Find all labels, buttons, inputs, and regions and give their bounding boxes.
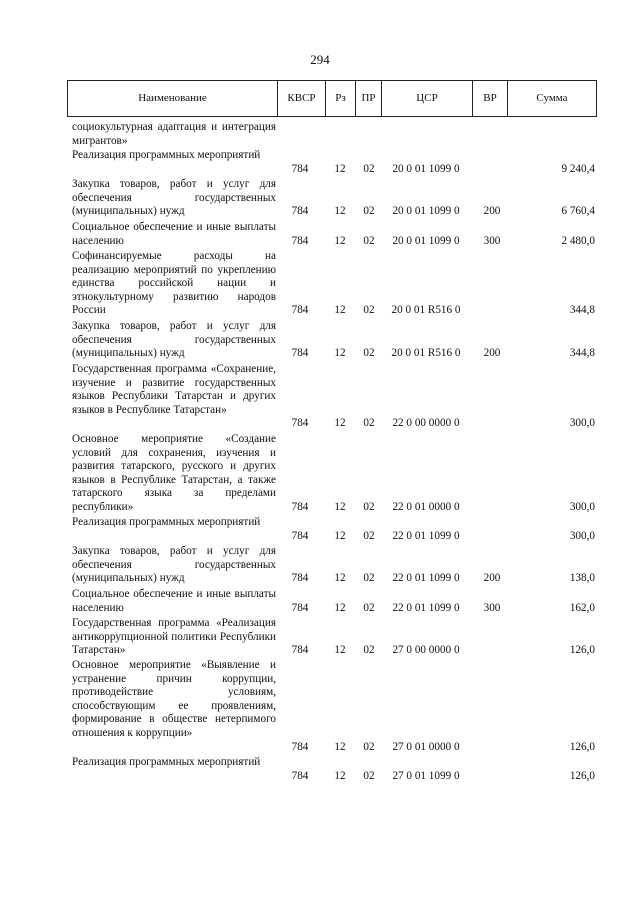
header-rz: Рз	[326, 81, 356, 116]
row-csr: 22 0 01 1099 0	[392, 529, 460, 542]
row-rz: 12	[334, 644, 346, 657]
row-sum: 300,0	[569, 501, 595, 513]
row-kvsr: 784	[291, 347, 309, 360]
row-name: Социальное обеспечение и иные выплаты населению	[72, 221, 276, 247]
row-pr: 02	[363, 417, 375, 430]
row-rz: 12	[334, 417, 346, 430]
row-rz: 12	[334, 347, 346, 360]
row-rz: 12	[334, 572, 346, 585]
row-name: Государственная программа «Реализация антикоррупционной политики Республики Татарстан»	[72, 617, 276, 657]
row-pr: 02	[363, 501, 375, 513]
row-csr: 22 0 01 0000 0	[392, 501, 460, 513]
row-vr: 200	[483, 572, 501, 585]
row-csr: 22 0 01 1099 0	[392, 601, 460, 614]
row-name: Основное мероприятие «Выявление и устранение причин коррупции, противодействие условиям, способствующим ее проявлениям, формирование в обществе нетерпимого отношения к коррупции»	[72, 659, 276, 739]
header-name: Наименование	[68, 81, 278, 116]
row-name: Основное мероприятие «Создание условий для сохранения, изучения и развития татарского, русского и других языков в Республике Татарстан, а также татарского языка за пределами республики»	[72, 433, 276, 513]
table-header	[67, 80, 597, 117]
row-sum: 9 240,4	[561, 162, 595, 175]
page-number: 294	[310, 52, 330, 67]
row-kvsr: 784	[291, 601, 309, 614]
row-name: Софинансируемые расходы на реализацию мероприятий по укреплению единства российской нации и этнокультурному развитию народов России	[72, 250, 276, 317]
row-sum: 162,0	[569, 601, 595, 614]
row-name: Закупка товаров, работ и услуг для обеспечения государственных (муниципальных) нужд	[72, 545, 276, 585]
row-sum: 344,8	[569, 347, 595, 360]
row-name: Закупка товаров, работ и услуг для обеспечения государственных (муниципальных) нужд	[72, 320, 276, 360]
row-csr: 20 0 01 R516 0	[391, 347, 461, 360]
row-rz: 12	[334, 529, 346, 542]
row-sum: 138,0	[569, 572, 595, 585]
row-rz: 12	[334, 162, 346, 175]
row-kvsr: 784	[291, 501, 309, 513]
row-name: социокультурная адаптация и интеграция мигрантов»	[72, 121, 276, 147]
row-rz: 12	[334, 769, 346, 782]
row-pr: 02	[363, 205, 375, 218]
row-kvsr: 784	[291, 740, 309, 753]
row-csr: 20 0 01 1099 0	[392, 205, 460, 218]
row-kvsr: 784	[291, 529, 309, 542]
row-pr: 02	[363, 304, 375, 317]
row-name: Закупка товаров, работ и услуг для обеспечения государственных (муниципальных) нужд	[72, 178, 276, 218]
row-kvsr: 784	[291, 205, 309, 218]
row-rz: 12	[334, 501, 346, 513]
row-vr: 300	[483, 601, 501, 614]
row-csr: 22 0 00 0000 0	[392, 417, 460, 430]
row-csr: 27 0 00 0000 0	[392, 644, 460, 657]
row-kvsr: 784	[291, 644, 309, 657]
row-pr: 02	[363, 162, 375, 175]
row-vr: 300	[483, 234, 501, 247]
header-sum: Сумма	[536, 92, 568, 104]
header-csr: ЦСР	[382, 81, 473, 116]
row-rz: 12	[334, 740, 346, 753]
row-kvsr: 784	[291, 304, 309, 317]
row-sum: 126,0	[569, 769, 595, 782]
row-sum: 6 760,4	[561, 205, 595, 218]
row-pr: 02	[363, 347, 375, 360]
row-csr: 27 0 01 0000 0	[392, 740, 460, 753]
row-kvsr: 784	[291, 572, 309, 585]
row-rz: 12	[334, 234, 346, 247]
row-csr: 27 0 01 1099 0	[392, 769, 460, 782]
row-name: Государственная программа «Сохранение, изучение и развитие государственных языков Республики Татарстан и других языков в Республике Татарстан»	[72, 363, 276, 416]
row-sum: 344,8	[569, 304, 595, 317]
row-csr: 20 0 01 R516 0	[391, 304, 461, 317]
row-csr: 20 0 01 1099 0	[392, 234, 460, 247]
row-rz: 12	[334, 304, 346, 317]
row-pr: 02	[363, 644, 375, 657]
row-name: Социальное обеспечение и иные выплаты населению	[72, 588, 276, 614]
row-kvsr: 784	[291, 234, 309, 247]
row-sum: 300,0	[569, 417, 595, 430]
row-pr: 02	[363, 529, 375, 542]
row-csr: 20 0 01 1099 0	[392, 162, 460, 175]
header-pr: ПР	[356, 81, 382, 116]
row-vr: 200	[483, 205, 501, 218]
row-rz: 12	[334, 601, 346, 614]
row-sum: 2 480,0	[561, 234, 595, 247]
header-kvsr: КВСР	[278, 81, 326, 116]
row-name: Реализация программных мероприятий	[72, 516, 261, 528]
row-kvsr: 784	[291, 162, 309, 175]
row-name: Реализация программных мероприятий	[72, 149, 261, 161]
row-pr: 02	[363, 572, 375, 585]
row-sum: 126,0	[569, 740, 595, 753]
header-vr: ВР	[473, 81, 508, 116]
row-sum: 300,0	[569, 529, 595, 542]
row-pr: 02	[363, 601, 375, 614]
row-kvsr: 784	[291, 769, 309, 782]
row-pr: 02	[363, 234, 375, 247]
row-sum: 126,0	[569, 644, 595, 657]
row-pr: 02	[363, 740, 375, 753]
row-pr: 02	[363, 769, 375, 782]
row-csr: 22 0 01 1099 0	[392, 572, 460, 585]
row-vr: 200	[483, 347, 501, 360]
row-rz: 12	[334, 205, 346, 218]
row-kvsr: 784	[291, 417, 309, 430]
row-name: Реализация программных мероприятий	[72, 756, 261, 768]
